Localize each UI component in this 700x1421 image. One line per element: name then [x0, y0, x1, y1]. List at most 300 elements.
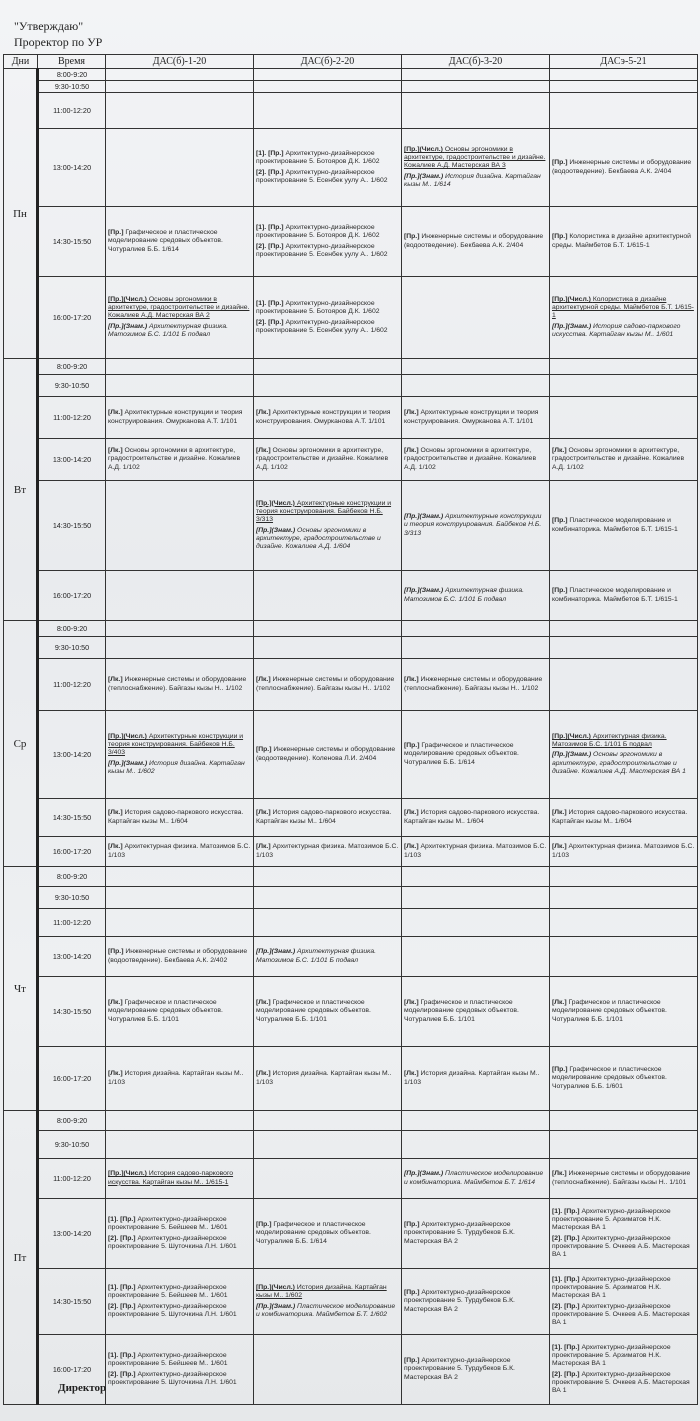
class-entry [108, 447, 251, 472]
class-cell [106, 659, 254, 711]
class-description: Инженерные системы и оборудование (водоотведение). Бекбаева А.К. 2/404 [404, 233, 544, 249]
class-cell [254, 1269, 402, 1335]
class-cell [254, 621, 402, 637]
class-entry [108, 948, 251, 964]
time-slot: 16:00-17:20 [38, 837, 106, 867]
class-type-tag: [Пр.](Знам.) [108, 322, 148, 330]
col-header-group: ДАС(б)-1-20 [106, 55, 254, 69]
class-description: Архитектурно-дизайнерское проектирование 5. Ботояров Д.К. 1/602 [256, 300, 380, 316]
class-type-tag: [1]. [Пр.] [108, 1284, 136, 1292]
class-description: Архитектурно-дизайнерское проектирование 5. Шуточкина Л.Н. 1/601 [108, 1302, 237, 1318]
class-cell [550, 799, 698, 837]
class-cell [550, 481, 698, 571]
class-type-tag: [Лк.] [552, 843, 567, 851]
class-cell [254, 1335, 402, 1405]
schedule-row [4, 277, 698, 359]
class-type-tag: [Пр.] [552, 587, 568, 595]
class-cell [550, 1047, 698, 1111]
class-entry [404, 409, 547, 425]
class-type-tag: [Пр.] [108, 948, 124, 956]
class-description: История дизайна. Картайган кызы М.. 1/103 [404, 1070, 540, 1086]
director-label: Директор [58, 1382, 107, 1394]
class-type-tag: [Пр.] [404, 1289, 420, 1297]
time-slot: 14:30-15:50 [38, 481, 106, 571]
class-type-tag: [Пр.](Знам.) [404, 1170, 444, 1178]
class-description: Архитектурно-дизайнерское проектирование 5. Турдубеков Б.К. Мастерская ВА 2 [404, 1289, 515, 1313]
class-type-tag: [Лк.] [256, 447, 271, 455]
col-header-group: ДАСэ-5-21 [550, 55, 698, 69]
class-entry [404, 999, 547, 1024]
class-entry [108, 843, 251, 859]
class-type-tag: [1]. [Пр.] [108, 1216, 136, 1224]
class-type-tag: [Пр.](Числ.) [108, 1170, 147, 1178]
class-cell [254, 1159, 402, 1199]
class-description: Архитектурная физика. Матозимов Б.С. 1/103 [108, 843, 251, 859]
class-cell [550, 837, 698, 867]
class-type-tag: [Пр.] [552, 517, 568, 525]
class-description: История дизайна. Картайган кызы М.. 1/614 [404, 172, 541, 188]
class-entry [404, 513, 547, 538]
class-cell [550, 93, 698, 129]
class-description: Архитектурно-дизайнерское проектирование 5. Очкеев А.Б. Мастерская ВА 1 [552, 1302, 690, 1326]
class-cell [402, 1131, 550, 1159]
class-description: Архитектурная физика. Матозимов Б.С. 1/103 [552, 843, 695, 859]
class-cell [402, 375, 550, 397]
class-description: Архитектурно-дизайнерское проектирование 5. Арзиматов Н.К. Мастерская ВА 1 [552, 1207, 671, 1232]
class-entry [256, 409, 399, 425]
class-entry [552, 733, 695, 749]
class-description: Графическое и пластическое моделирование средовых объектов. Чотуралиев Б.Б. 1/101 [256, 999, 371, 1023]
class-entry [108, 323, 251, 339]
class-description: Архитектурно-дизайнерское проектирование 5. Ботояров Д.К. 1/602 [256, 150, 380, 166]
class-entry [404, 1070, 547, 1086]
class-description: Основы эргономики в архитектуре, градостроительстве и дизайне. Кожалиев А.Д. Мастерская ВА 3 [404, 145, 546, 170]
class-cell [550, 711, 698, 799]
class-description: Графическое и пластическое моделирование средовых объектов. Чотуралиев Б.Б. 1/614 [108, 229, 223, 253]
class-cell [106, 887, 254, 909]
class-entry [552, 233, 695, 249]
class-description: Инженерные системы и оборудование (водоотведение). Бекбаева А.К. 2/402 [108, 948, 248, 964]
class-description: Архитектурная физика. Матозимов Б.С. 1/101 Б подвал [404, 587, 525, 603]
class-type-tag: [Пр.](Знам.) [256, 526, 296, 534]
class-description: Основы эргономики в архитектуре, градостроительстве и дизайне. Кожалиев А.Д. 1/102 [256, 447, 389, 471]
class-cell [550, 887, 698, 909]
class-cell [254, 867, 402, 887]
class-entry [108, 1070, 251, 1086]
time-slot: 13:00-14:20 [38, 129, 106, 207]
class-cell [402, 867, 550, 887]
class-description: Архитектурно-дизайнерское проектирование 5. Есенбек уулу А.. 1/602 [256, 168, 388, 184]
class-type-tag: [Пр.](Знам.) [552, 751, 592, 759]
class-entry [108, 1284, 251, 1300]
class-type-tag: [Пр.](Знам.) [404, 513, 444, 521]
class-type-tag: [Лк.] [404, 1070, 419, 1078]
class-entry [552, 1170, 695, 1186]
class-cell [106, 81, 254, 93]
class-cell [106, 637, 254, 659]
schedule-row [4, 837, 698, 867]
class-entry [552, 809, 695, 825]
col-header-group: ДАС(б)-3-20 [402, 55, 550, 69]
class-cell [254, 1047, 402, 1111]
class-cell [550, 1269, 698, 1335]
class-type-tag: [Лк.] [256, 676, 271, 684]
class-cell [402, 129, 550, 207]
class-cell [254, 909, 402, 937]
class-entry [552, 159, 695, 175]
class-cell [550, 1111, 698, 1131]
class-entry [108, 1170, 251, 1186]
class-type-tag: [2]. [Пр.] [108, 1234, 136, 1242]
class-type-tag: [Лк.] [256, 843, 271, 851]
class-cell [106, 1199, 254, 1269]
class-description: Архитектурно-дизайнерское проектирование 5. Бейшеев М.. 1/601 [108, 1216, 228, 1232]
class-description: Графическое и пластическое моделирование средовых объектов. Чотуралиев Б.Б. 1/614 [256, 1221, 371, 1245]
class-cell [106, 359, 254, 375]
schedule-row [4, 571, 698, 621]
class-cell [402, 937, 550, 977]
schedule-row [4, 439, 698, 481]
class-cell [106, 1159, 254, 1199]
class-cell [550, 81, 698, 93]
time-slot: 14:30-15:50 [38, 207, 106, 277]
class-cell [402, 1269, 550, 1335]
class-cell [106, 1047, 254, 1111]
class-description: Пластическое моделирование и комбинаторика. Маймбетов Б.Т. 1/602 [256, 1302, 396, 1318]
class-type-tag: [Пр.](Знам.) [404, 587, 444, 595]
class-description: Инженерные системы и оборудование (водоотведение). Бекбаева А.К. 2/404 [552, 159, 692, 175]
class-description: Архитектурно-дизайнерское проектирование 5. Турдубеков Б.К. Мастерская ВА 2 [404, 1357, 515, 1381]
class-description: Архитектурная физика. Матозимов Б.С. 1/103 [256, 843, 399, 859]
schedule-row [4, 621, 698, 637]
class-cell [254, 481, 402, 571]
time-slot: 13:00-14:20 [38, 439, 106, 481]
class-description: Архитектурно-дизайнерское проектирование 5. Очкеев А.Б. Мастерская ВА 1 [552, 1234, 690, 1258]
class-type-tag: [Лк.] [108, 676, 123, 684]
class-cell [106, 1131, 254, 1159]
class-type-tag: [Пр.] [552, 159, 568, 167]
class-type-tag: [Лк.] [108, 447, 123, 455]
col-header-group: ДАС(б)-2-20 [254, 55, 402, 69]
class-description: История садово-паркового искусства. Картайган кызы М.. 1/604 [404, 809, 540, 825]
class-type-tag: [Лк.] [108, 843, 123, 851]
time-slot: 11:00-12:20 [38, 397, 106, 439]
class-cell [402, 359, 550, 375]
class-entry [404, 843, 547, 859]
class-type-tag: [2]. [Пр.] [552, 1234, 580, 1242]
class-description: Основы эргономики в архитектуре, градостроительстве и дизайне. Кожалиев А.Д. 1/102 [108, 447, 241, 471]
class-type-tag: [Пр.](Числ.) [552, 732, 591, 740]
schedule-row [4, 977, 698, 1047]
class-entry [256, 746, 399, 762]
class-cell [550, 1131, 698, 1159]
class-description: История садово-паркового искусства. Картайган кызы М.. 1/604 [552, 809, 688, 825]
class-type-tag: [Пр.](Числ.) [108, 295, 147, 303]
schedule-row [4, 359, 698, 375]
class-cell [254, 711, 402, 799]
class-type-tag: [Пр.](Знам.) [404, 172, 444, 180]
class-cell [402, 1111, 550, 1131]
class-cell [550, 937, 698, 977]
class-entry [108, 1235, 251, 1251]
class-type-tag: [1]. [Пр.] [552, 1275, 580, 1283]
schedule-row [4, 1159, 698, 1199]
class-type-tag: [1]. [Пр.] [108, 1352, 136, 1360]
class-cell [106, 1335, 254, 1405]
class-cell [106, 837, 254, 867]
class-cell [106, 129, 254, 207]
class-entry [256, 300, 399, 316]
class-description: Пластическое моделирование и комбинаторика. Маймбетов Б.Т. 1/615-1 [552, 587, 678, 603]
class-cell [254, 375, 402, 397]
class-type-tag: [Пр.](Знам.) [256, 1302, 296, 1310]
class-type-tag: [Пр.] [404, 742, 420, 750]
class-cell [550, 867, 698, 887]
class-cell [254, 207, 402, 277]
class-cell [254, 277, 402, 359]
class-entry [256, 1070, 399, 1086]
class-type-tag: [Лк.] [404, 676, 419, 684]
class-cell [106, 909, 254, 937]
time-slot: 9:30-10:50 [38, 1131, 106, 1159]
class-description: Инженерные системы и оборудование (теплоснабжение). Байгазы кызы Н.. 1/101 [552, 1170, 691, 1186]
class-cell [254, 837, 402, 867]
class-cell [106, 93, 254, 129]
class-cell [550, 659, 698, 711]
class-description: Основы эргономики в архитектуре, градостроительстве и дизайне. Кожалиев А.Д. 1/102 [404, 447, 537, 471]
class-description: Архитектурно-дизайнерское проектирование 5. Турдубеков Б.К. Мастерская ВА 2 [404, 1221, 515, 1245]
time-slot: 8:00-9:20 [38, 1111, 106, 1131]
schedule-row [4, 909, 698, 937]
class-cell [402, 69, 550, 81]
class-cell [550, 359, 698, 375]
class-type-tag: [Пр.] [552, 233, 568, 241]
time-slot: 16:00-17:20 [38, 1047, 106, 1111]
class-cell [550, 69, 698, 81]
prorector-label: Проректор по УР [14, 35, 103, 49]
class-type-tag: [Пр.](Числ.) [552, 295, 591, 303]
class-description: Основы эргономики в архитектуре, градостроительстве и дизайне. Кожалиев А.Д. 1/102 [552, 447, 685, 471]
class-description: История садово-паркового искусства. Картайган кызы М.. 1/601 [552, 322, 681, 338]
class-entry [404, 233, 547, 249]
class-entry [256, 1284, 399, 1300]
time-slot: 8:00-9:20 [38, 69, 106, 81]
class-cell [402, 1335, 550, 1405]
class-type-tag: [Лк.] [404, 809, 419, 817]
class-cell [550, 637, 698, 659]
class-entry [552, 517, 695, 533]
class-description: Графическое и пластическое моделирование средовых объектов. Чотуралиев Б.Б. 1/101 [108, 999, 223, 1023]
col-header-time: Время [38, 55, 106, 69]
time-slot: 11:00-12:20 [38, 1159, 106, 1199]
class-type-tag: [1]. [Пр.] [256, 224, 284, 232]
class-description: История дизайна. Картайган кызы М.. 1/103 [256, 1070, 392, 1086]
class-type-tag: [Лк.] [108, 809, 123, 817]
class-entry [108, 229, 251, 254]
class-description: История дизайна. Картайган кызы М.. 1/602 [256, 1284, 387, 1300]
time-slot: 13:00-14:20 [38, 711, 106, 799]
class-cell [254, 81, 402, 93]
class-type-tag: [Лк.] [256, 809, 271, 817]
class-cell [550, 397, 698, 439]
class-entry [256, 1303, 399, 1319]
class-type-tag: [Лк.] [256, 1070, 271, 1078]
class-type-tag: [Лк.] [552, 809, 567, 817]
class-type-tag: [Лк.] [404, 999, 419, 1007]
class-description: Инженерные системы и оборудование (теплоснабжение). Байгазы кызы Н.. 1/102 [108, 676, 247, 692]
class-entry [256, 319, 399, 335]
class-cell [254, 571, 402, 621]
class-entry [108, 676, 251, 692]
class-cell [254, 397, 402, 439]
class-entry [404, 809, 547, 825]
class-cell [402, 711, 550, 799]
class-cell [254, 637, 402, 659]
class-entry [108, 1303, 251, 1319]
class-entry [256, 150, 399, 166]
class-cell [550, 621, 698, 637]
time-slot: 8:00-9:20 [38, 867, 106, 887]
class-entry [256, 676, 399, 692]
class-type-tag: [Пр.](Числ.) [404, 145, 443, 153]
schedule-row [4, 69, 698, 81]
class-cell [402, 637, 550, 659]
class-description: История садово-паркового искусства. Картайган кызы М.. 1/604 [256, 809, 392, 825]
time-slot: 9:30-10:50 [38, 81, 106, 93]
class-entry [404, 447, 547, 472]
class-type-tag: [Пр.] [256, 746, 272, 754]
class-description: Колористика в дизайне архитектурной среды. Маймбетов Б.Т. 1/615-1 [552, 233, 691, 249]
class-cell [254, 1199, 402, 1269]
time-slot: 14:30-15:50 [38, 1269, 106, 1335]
class-description: Архитектурные конструкции и теория конструирования. Омурканова А.Т. 1/101 [256, 409, 391, 425]
class-cell [402, 909, 550, 937]
class-description: Колористика в дизайне архитектурной среды. Маймбетов Б.Т. 1/615-1 [552, 295, 694, 320]
class-description: Пластическое моделирование и комбинаторика. Маймбетов Б.Т. 1/615-1 [552, 517, 678, 533]
class-cell [254, 937, 402, 977]
class-type-tag: [2]. [Пр.] [256, 242, 284, 250]
class-type-tag: [2]. [Пр.] [108, 1370, 136, 1378]
day-label: Пт [4, 1111, 38, 1405]
class-description: Основы эргономики в архитектуре, градостроительстве и дизайне. Кожалиев А.Д. Мастерская ВА 2 [108, 295, 250, 320]
class-cell [402, 1047, 550, 1111]
class-cell [254, 359, 402, 375]
class-description: Архитектурные конструкции и теория конструирования. Омурканова А.Т. 1/101 [108, 409, 243, 425]
class-entry [552, 843, 695, 859]
class-entry [108, 999, 251, 1024]
schedule-row [4, 1269, 698, 1335]
class-entry [404, 587, 547, 603]
schedule-row [4, 375, 698, 397]
class-cell [550, 571, 698, 621]
class-type-tag: [Пр.] [404, 1221, 420, 1229]
class-description: Архитектурные конструкции и теория конструирования. Байбеков Н.Б. 3/313 [404, 513, 542, 537]
class-cell [254, 1111, 402, 1131]
class-type-tag: [2]. [Пр.] [256, 168, 284, 176]
header-row [4, 55, 698, 69]
class-cell [106, 207, 254, 277]
class-description: Архитектурная физика. Матозимов Б.С. 1/101 Б подвал [256, 948, 377, 964]
class-entry [108, 1216, 251, 1232]
class-cell [106, 621, 254, 637]
class-type-tag: [1]. [Пр.] [256, 300, 284, 308]
day-label: Вт [4, 359, 38, 621]
class-description: История дизайна. Картайган кызы М.. 1/103 [108, 1070, 244, 1086]
class-cell [254, 977, 402, 1047]
class-cell [550, 277, 698, 359]
class-type-tag: [Лк.] [108, 409, 123, 417]
class-entry [256, 243, 399, 259]
class-entry [552, 1371, 695, 1396]
time-slot: 14:30-15:50 [38, 977, 106, 1047]
class-cell [402, 887, 550, 909]
time-slot: 13:00-14:20 [38, 937, 106, 977]
class-entry [108, 409, 251, 425]
class-type-tag: [Пр.](Знам.) [256, 948, 296, 956]
class-description: Графическое и пластическое моделирование средовых объектов. Чотуралиев Б.Б. 1/101 [404, 999, 519, 1023]
schedule-row [4, 1199, 698, 1269]
class-type-tag: [Лк.] [256, 409, 271, 417]
class-entry [552, 1276, 695, 1301]
class-type-tag: [1]. [Пр.] [552, 1343, 580, 1351]
class-entry [552, 447, 695, 472]
class-type-tag: [1]. [Пр.] [256, 150, 284, 158]
class-cell [550, 129, 698, 207]
schedule-row [4, 1131, 698, 1159]
class-description: Графическое и пластическое моделирование средовых объектов. Чотуралиев Б.Б. 1/101 [552, 999, 667, 1023]
class-type-tag: [Лк.] [256, 999, 271, 1007]
day-label: Пн [4, 69, 38, 359]
class-description: Архитектурные конструкции и теория конструирования. Байбеков Н.Б. 3/403 [108, 732, 244, 757]
class-type-tag: [1]. [Пр.] [552, 1207, 580, 1215]
class-type-tag: [Лк.] [108, 1070, 123, 1078]
time-slot: 11:00-12:20 [38, 93, 106, 129]
class-type-tag: [Пр.](Числ.) [256, 499, 295, 507]
class-description: Инженерные системы и оборудование (теплоснабжение). Байгазы кызы Н.. 1/102 [256, 676, 395, 692]
time-slot: 13:00-14:20 [38, 1199, 106, 1269]
approve-label: "Утверждаю" [14, 19, 84, 33]
class-entry [552, 999, 695, 1024]
class-type-tag: [Лк.] [552, 999, 567, 1007]
class-cell [106, 277, 254, 359]
class-entry [404, 1170, 547, 1186]
schedule-row [4, 93, 698, 129]
class-entry [256, 999, 399, 1024]
time-slot: 16:00-17:20 [38, 1335, 106, 1405]
class-cell [402, 621, 550, 637]
class-description: История садово-паркового искусства. Картайган кызы М.. 1/604 [108, 809, 244, 825]
class-entry [552, 1235, 695, 1260]
class-cell [402, 1159, 550, 1199]
class-description: Архитектурно-дизайнерское проектирование 5. Есенбек уулу А.. 1/602 [256, 242, 388, 258]
schedule-row [4, 397, 698, 439]
class-entry [404, 1357, 547, 1382]
class-cell [402, 397, 550, 439]
class-description: Архитектурно-дизайнерское проектирование 5. Шуточкина Л.Н. 1/601 [108, 1234, 237, 1250]
schedule-row [4, 711, 698, 799]
class-type-tag: [Пр.] [404, 1357, 420, 1365]
class-description: Архитектурные конструкции и теория конструирования. Омурканова А.Т. 1/101 [404, 409, 539, 425]
class-entry [256, 447, 399, 472]
day-label: Ср [4, 621, 38, 867]
class-cell [106, 977, 254, 1047]
class-entry [108, 733, 251, 758]
time-slot: 9:30-10:50 [38, 637, 106, 659]
class-description: Инженерные системы и оборудование (теплоснабжение). Байгазы кызы Н.. 1/102 [404, 676, 543, 692]
schedule-row [4, 1111, 698, 1131]
class-cell [254, 1131, 402, 1159]
class-type-tag: [Лк.] [404, 843, 419, 851]
